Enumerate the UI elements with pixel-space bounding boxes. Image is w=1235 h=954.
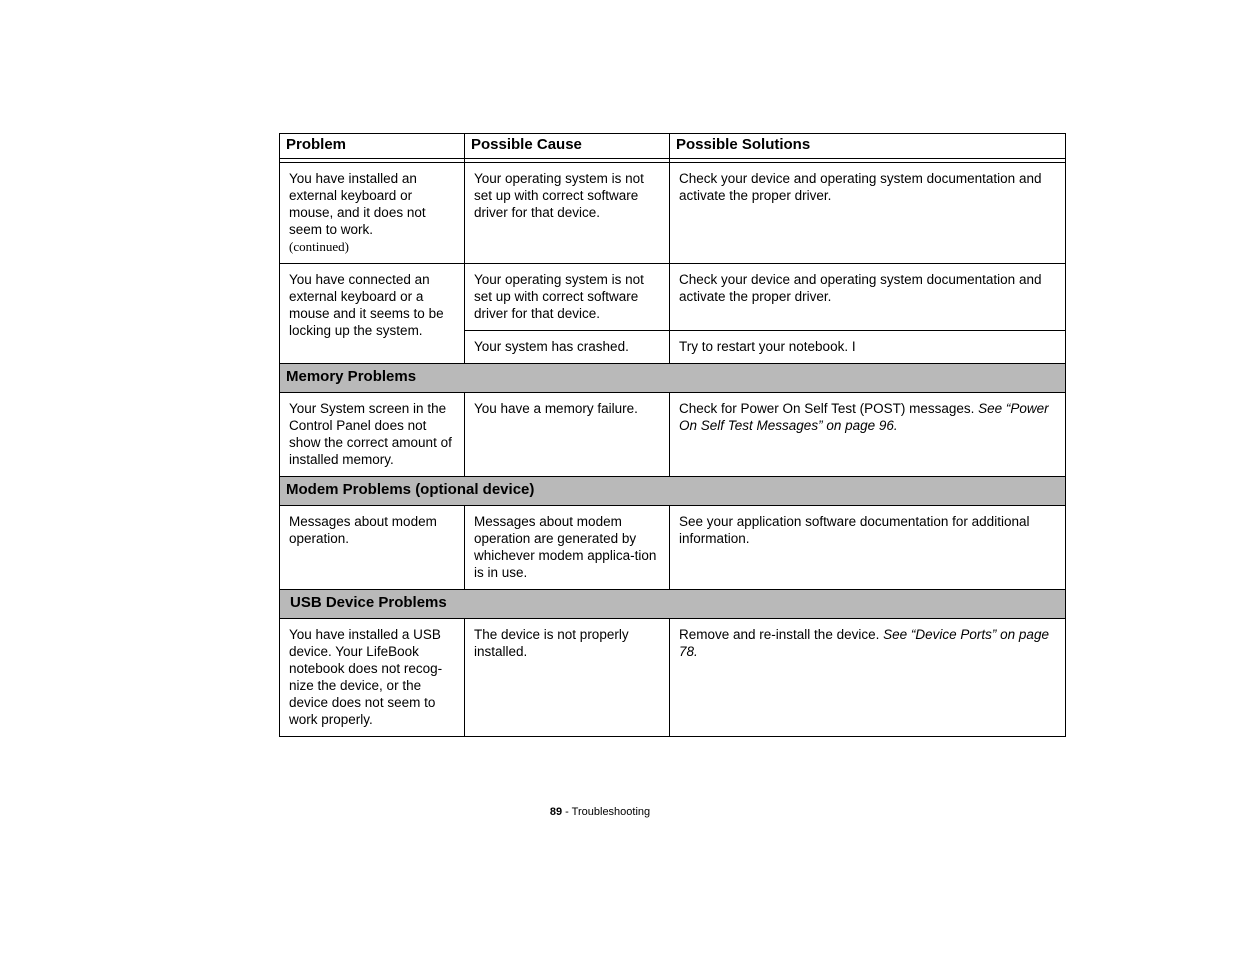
page-footer [0,806,1200,818]
header-cause: Possible Cause [465,134,670,159]
cause-cell: Your operating system is not set up with correct software driver for that device. [465,264,670,331]
solution-text: Remove and re-install the device. [679,627,880,642]
solution-cell [670,619,1066,737]
cross-reference: See “Device Ports” on page 78. [679,627,1049,659]
cause-cell: Your operating system is not set up with correct software driver for that device. [465,163,670,264]
header-row [280,134,1066,159]
footer-section: Troubleshooting [571,806,651,818]
footer-separator: - [562,806,572,818]
problem-cell: You have installed a USB device. Your LifeBook notebook does not recog-nize the device, or the device does not seem to work properly. [280,619,465,737]
table-row [280,393,1066,477]
problem-cell: You have connected an external keyboard or a mouse and it seems to be locking up the system. [280,264,465,364]
table-row [280,506,1066,590]
solution-cell: See your application software documentation for additional information. [670,506,1066,590]
problem-cell [280,163,465,264]
section-row [280,590,1066,619]
section-heading-usb: USB Device Problems [280,590,1066,619]
cause-cell: Messages about modem operation are generated by whichever modem applica-tion is in use. [465,506,670,590]
solution-cell: Try to restart your notebook. I [670,331,1066,364]
solution-text: Check for Power On Self Test (POST) messages. [679,401,975,416]
problem-cell: Your System screen in the Control Panel does not show the correct amount of installed memory. [280,393,465,477]
section-row [280,364,1066,393]
solution-cell: Check your device and operating system documentation and activate the proper driver. [670,163,1066,264]
continued-note: (continued) [289,239,349,254]
section-heading-modem: Modem Problems (optional device) [280,477,1066,506]
page-number: 89 [549,806,563,818]
cross-reference: See “Power On Self Test Messages” on page 96. [679,401,1049,433]
troubleshooting-table [279,133,1066,737]
cause-cell: The device is not properly installed. [465,619,670,737]
section-heading-memory: Memory Problems [280,364,1066,393]
table-row [280,163,1066,264]
table-row [280,619,1066,737]
header-solutions: Possible Solutions [670,134,1066,159]
problem-cell: Messages about modem operation. [280,506,465,590]
header-problem: Problem [280,134,465,159]
solution-cell [670,393,1066,477]
cause-cell: You have a memory failure. [465,393,670,477]
problem-text: You have installed an external keyboard or mouse, and it does not seem to work. [289,171,426,237]
cause-cell: Your system has crashed. [465,331,670,364]
solution-cell: Check your device and operating system documentation and activate the proper driver. [670,264,1066,331]
table-row [280,264,1066,331]
section-row [280,477,1066,506]
